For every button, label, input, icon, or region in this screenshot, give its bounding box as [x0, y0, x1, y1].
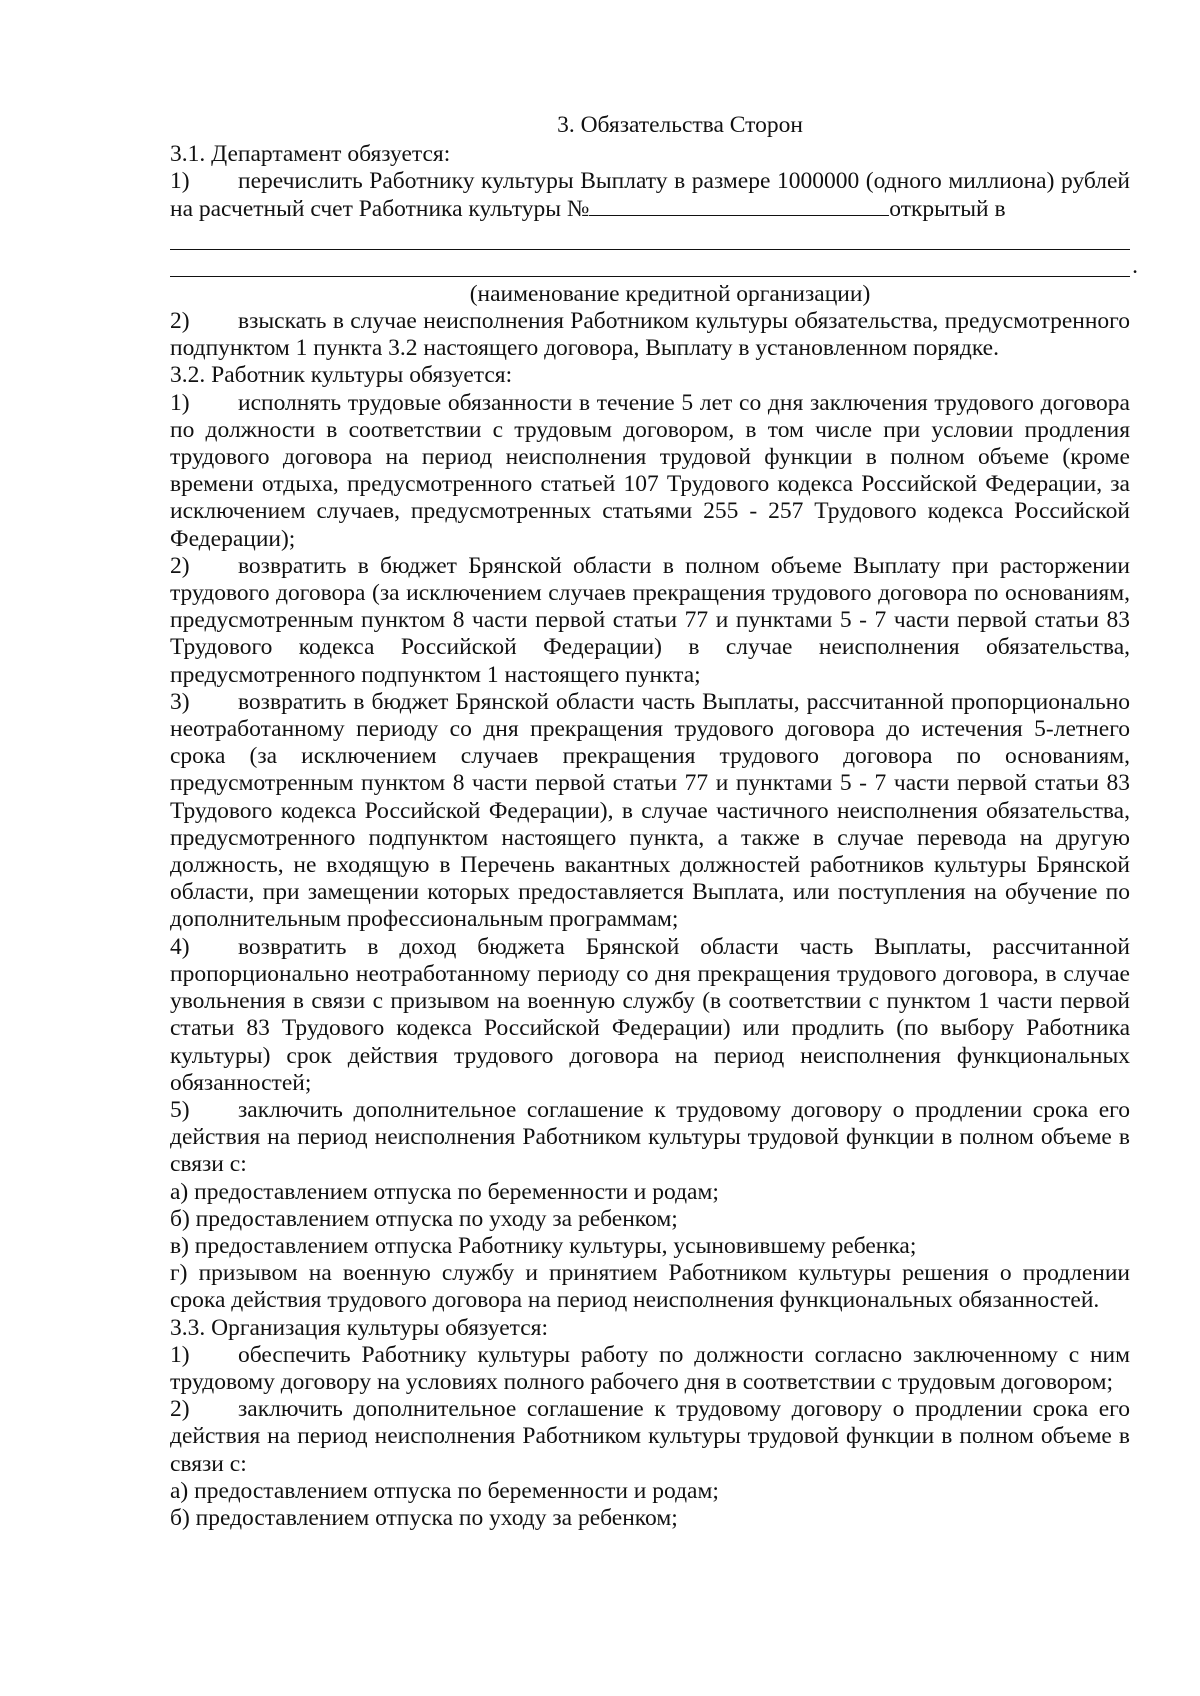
- clause-number: 4): [170, 933, 190, 960]
- clause-number: 2): [170, 308, 190, 335]
- clause-number: 1): [170, 1341, 190, 1368]
- clause-number: 2): [170, 552, 190, 579]
- clause-3-2-5: [170, 1097, 1130, 1179]
- section-heading: 3. Обязательства Сторон: [557, 112, 803, 138]
- blank-line-period: .: [1132, 252, 1138, 279]
- subsection-3-1-title: 3.1. Департамент обязуется:: [170, 141, 451, 168]
- subclause-3-2-5-b: б) предоставлением отпуска по уходу за ребенком;: [170, 1205, 678, 1232]
- clause-text-end: открытый в: [889, 195, 1006, 222]
- clause-number: 5): [170, 1096, 190, 1123]
- clause-3-3-2: [170, 1396, 1130, 1478]
- clause-3-1-1: [170, 168, 1130, 222]
- bank-name-blank-line-2: [170, 252, 1138, 279]
- clause-number: 1): [170, 389, 190, 416]
- clause-text: возвратить в бюджет Брянской области в полном объеме Выплату при расторжении трудового договора (за исключением случаев прекращения трудового договора по основаниям, предусмотренным пунктом 8 части первой статьи 77 и пунктами 5 - 7 части первой статьи 83 Трудового кодекса Российской Федерации) в случае неисполнения обязательства, предусмотренного подпунктом 1 настоящего пункта;: [170, 552, 1130, 688]
- clause-3-2-2: [170, 553, 1130, 689]
- bank-name-blank-line-1: [170, 229, 1130, 250]
- clause-3-2-4: [170, 934, 1130, 1097]
- subsection-3-2-title: 3.2. Работник культуры обязуется:: [170, 362, 513, 389]
- clause-text: возвратить в доход бюджета Брянской области часть Выплаты, рассчитанной пропорционально неотработанному периоду со дня прекращения трудового договора, в случае увольнения в связи с призывом на военную службу (в соответствии с пунктом 1 части первой статьи 83 Трудового кодекса Российской Федерации) или продлить (по выбору Работника культуры) срок действия трудового договора на период неисполнения функциональных обязанностей;: [170, 933, 1130, 1096]
- clause-text: взыскать в случае неисполнения Работником культуры обязательства, предусмотренного подпунктом 1 пункта 3.2 настоящего договора, Выплату в установленном порядке.: [170, 308, 1130, 362]
- account-number-blank: [589, 197, 889, 216]
- clause-text: перечислить Работнику культуры Выплату в размере 1000000 (одного миллиона) рублей на расчетный счет Работника культуры №: [170, 168, 1130, 222]
- bank-name-caption: (наименование кредитной организации): [469, 280, 871, 307]
- document-page: [170, 112, 1138, 1532]
- subclause-3-3-2-b: б) предоставлением отпуска по уходу за ребенком;: [170, 1504, 678, 1531]
- clause-3-2-3: [170, 689, 1130, 934]
- clause-number: 1): [170, 168, 190, 195]
- subsection-3-3-title: 3.3. Организация культуры обязуется:: [170, 1314, 549, 1341]
- subclause-3-3-2-a: а) предоставлением отпуска по беременности и родам;: [170, 1477, 719, 1504]
- clause-text: заключить дополнительное соглашение к трудовому договору о продлении срока его действия на период неисполнения Работником культуры трудовой функции в полном объеме в связи с:: [170, 1396, 1130, 1477]
- clause-3-2-1: [170, 390, 1130, 553]
- clause-text: возвратить в бюджет Брянской области часть Выплаты, рассчитанной пропорционально неотработанному периоду со дня прекращения трудового договора до истечения 5-летнего срока (за исключением случаев прекращения трудового договора по основаниям, предусмотренным пунктом 8 части первой статьи 77 и пунктами 5 - 7 части первой статьи 83 Трудового кодекса Российской Федерации), в случае частичного неисполнения обязательства, предусмотренного подпунктом настоящего пункта, а также в случае перевода на другую должность, не входящую в Перечень вакантных должностей работников культуры Брянской области, при замещении которых предоставляется Выплата, или поступления на обучение по дополнительным профессиональным программам;: [170, 688, 1130, 933]
- subclause-3-2-5-v: в) предоставлением отпуска Работнику культуры, усыновившему ребенка;: [170, 1232, 917, 1259]
- subclause-3-2-5-g: г) призывом на военную службу и принятием Работником культуры решения о продлении срока действия трудового договора на период неисполнения функциональных обязанностей.: [170, 1260, 1130, 1314]
- clause-text: исполнять трудовые обязанности в течение 5 лет со дня заключения трудового договора по должности в соответствии с трудовым договором, в том числе при условии продления трудового договора на период неисполнения трудовой функции в полном объеме (кроме времени отдыха, предусмотренного статьей 107 Трудового кодекса Российской Федерации, за исключением случаев, предусмотренных статьями 255 - 257 Трудового кодекса Российской Федерации);: [170, 389, 1130, 552]
- clause-number: 2): [170, 1396, 190, 1423]
- clause-3-3-1: [170, 1342, 1130, 1396]
- subclause-3-2-5-a: а) предоставлением отпуска по беременности и родам;: [170, 1178, 719, 1205]
- clause-text: обеспечить Работнику культуры работу по должности согласно заключенному с ним трудовому договору на условиях полного рабочего дня в соответствии с трудовым договором;: [170, 1341, 1130, 1395]
- clause-3-1-2: [170, 308, 1130, 362]
- clause-text: заключить дополнительное соглашение к трудовому договору о продлении срока его действия на период неисполнения Работником культуры трудовой функции в полном объеме в связи с:: [170, 1096, 1130, 1178]
- clause-number: 3): [170, 688, 190, 715]
